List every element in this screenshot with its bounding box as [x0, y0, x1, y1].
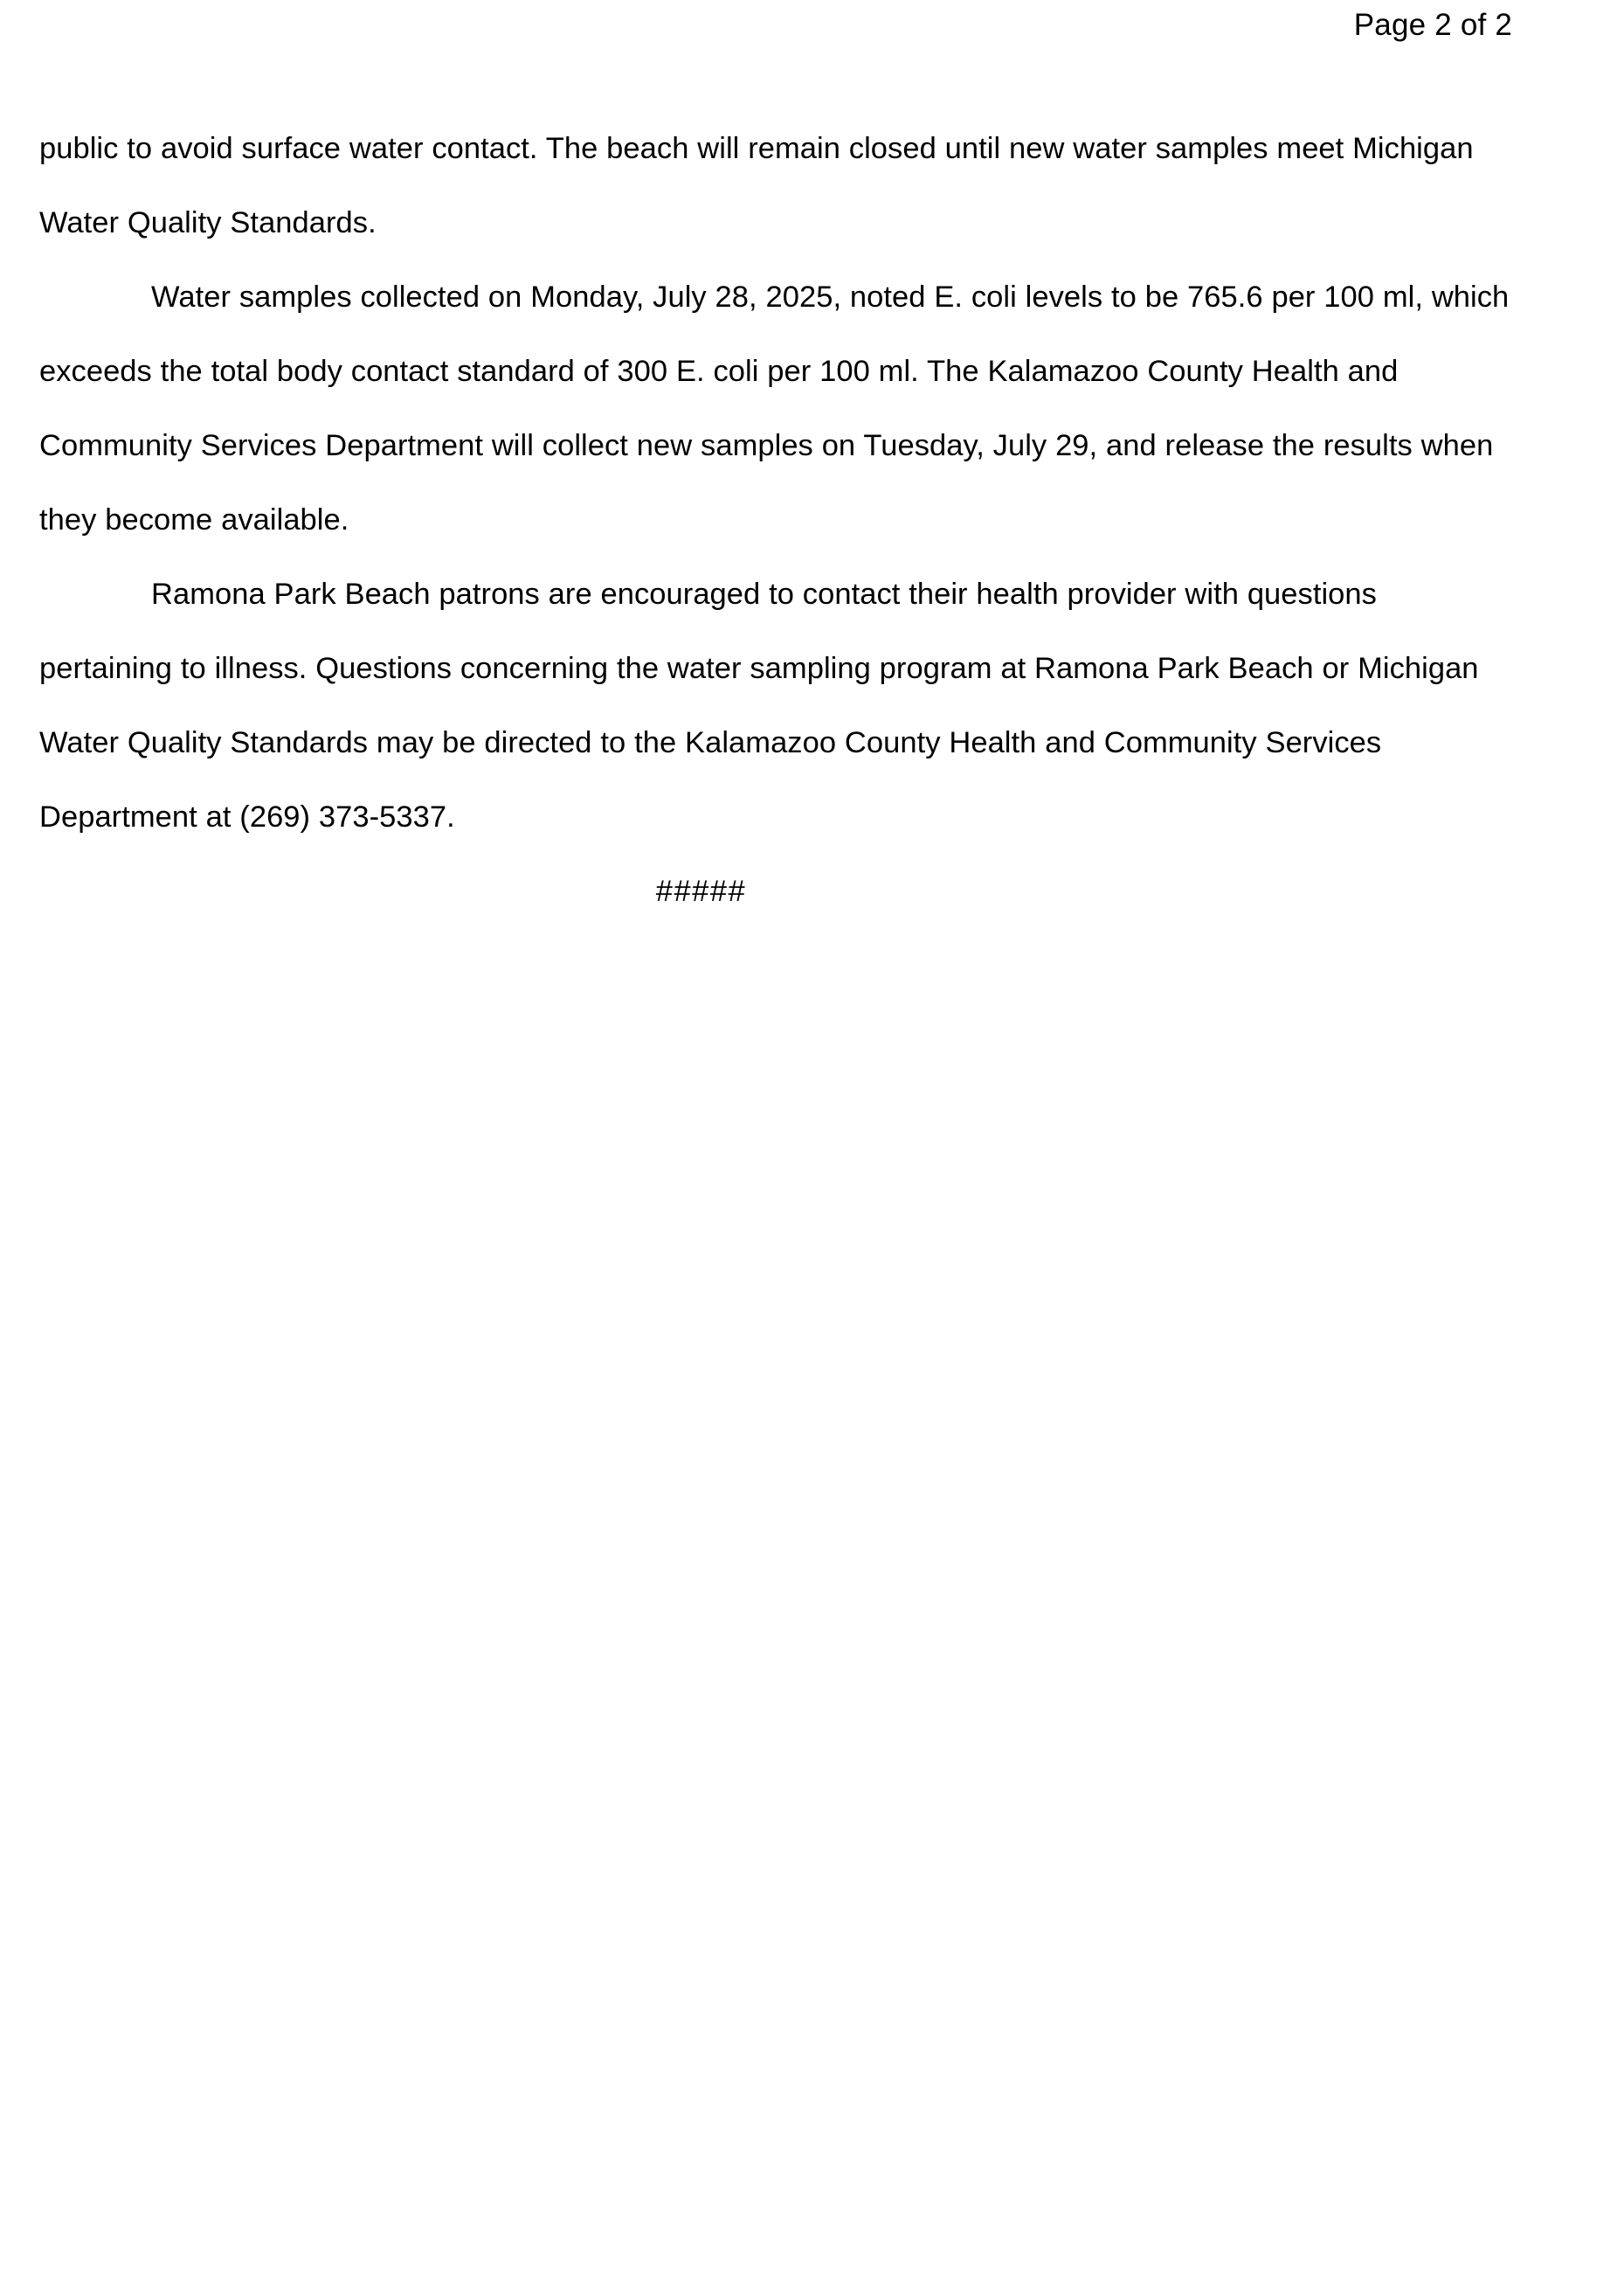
continuation-paragraph: public to avoid surface water contact. The beach will remain closed until new water samples meet Michigan Water Quality Standards.: [39, 132, 1474, 239]
page-header: [0, 7, 1512, 44]
contact-information-paragraph: Ramona Park Beach patrons are encouraged to contact their health provider with questions pertaining to illness. Questions concerning the water sampling program at Ramona Park Beach or Michigan Water Quality Standards may be directed to the Kalamazoo County Health and Community Services Department at (269) 373-5337.: [39, 578, 1479, 834]
sample-results-paragraph: Water samples collected on Monday, July 28, 2025, noted E. coli levels to be 765.6 per 100 ml, which exceeds the total body contact standard of 300 E. coli per 100 ml. The Kalamazoo County Health and Community Services Department will collect new samples on Tuesday, July 29, and release the results when they become available.: [39, 281, 1510, 537]
document-body: [39, 112, 1511, 929]
end-of-release-mark: #####: [655, 875, 747, 908]
page-number-label: Page 2 of 2: [1353, 8, 1512, 42]
